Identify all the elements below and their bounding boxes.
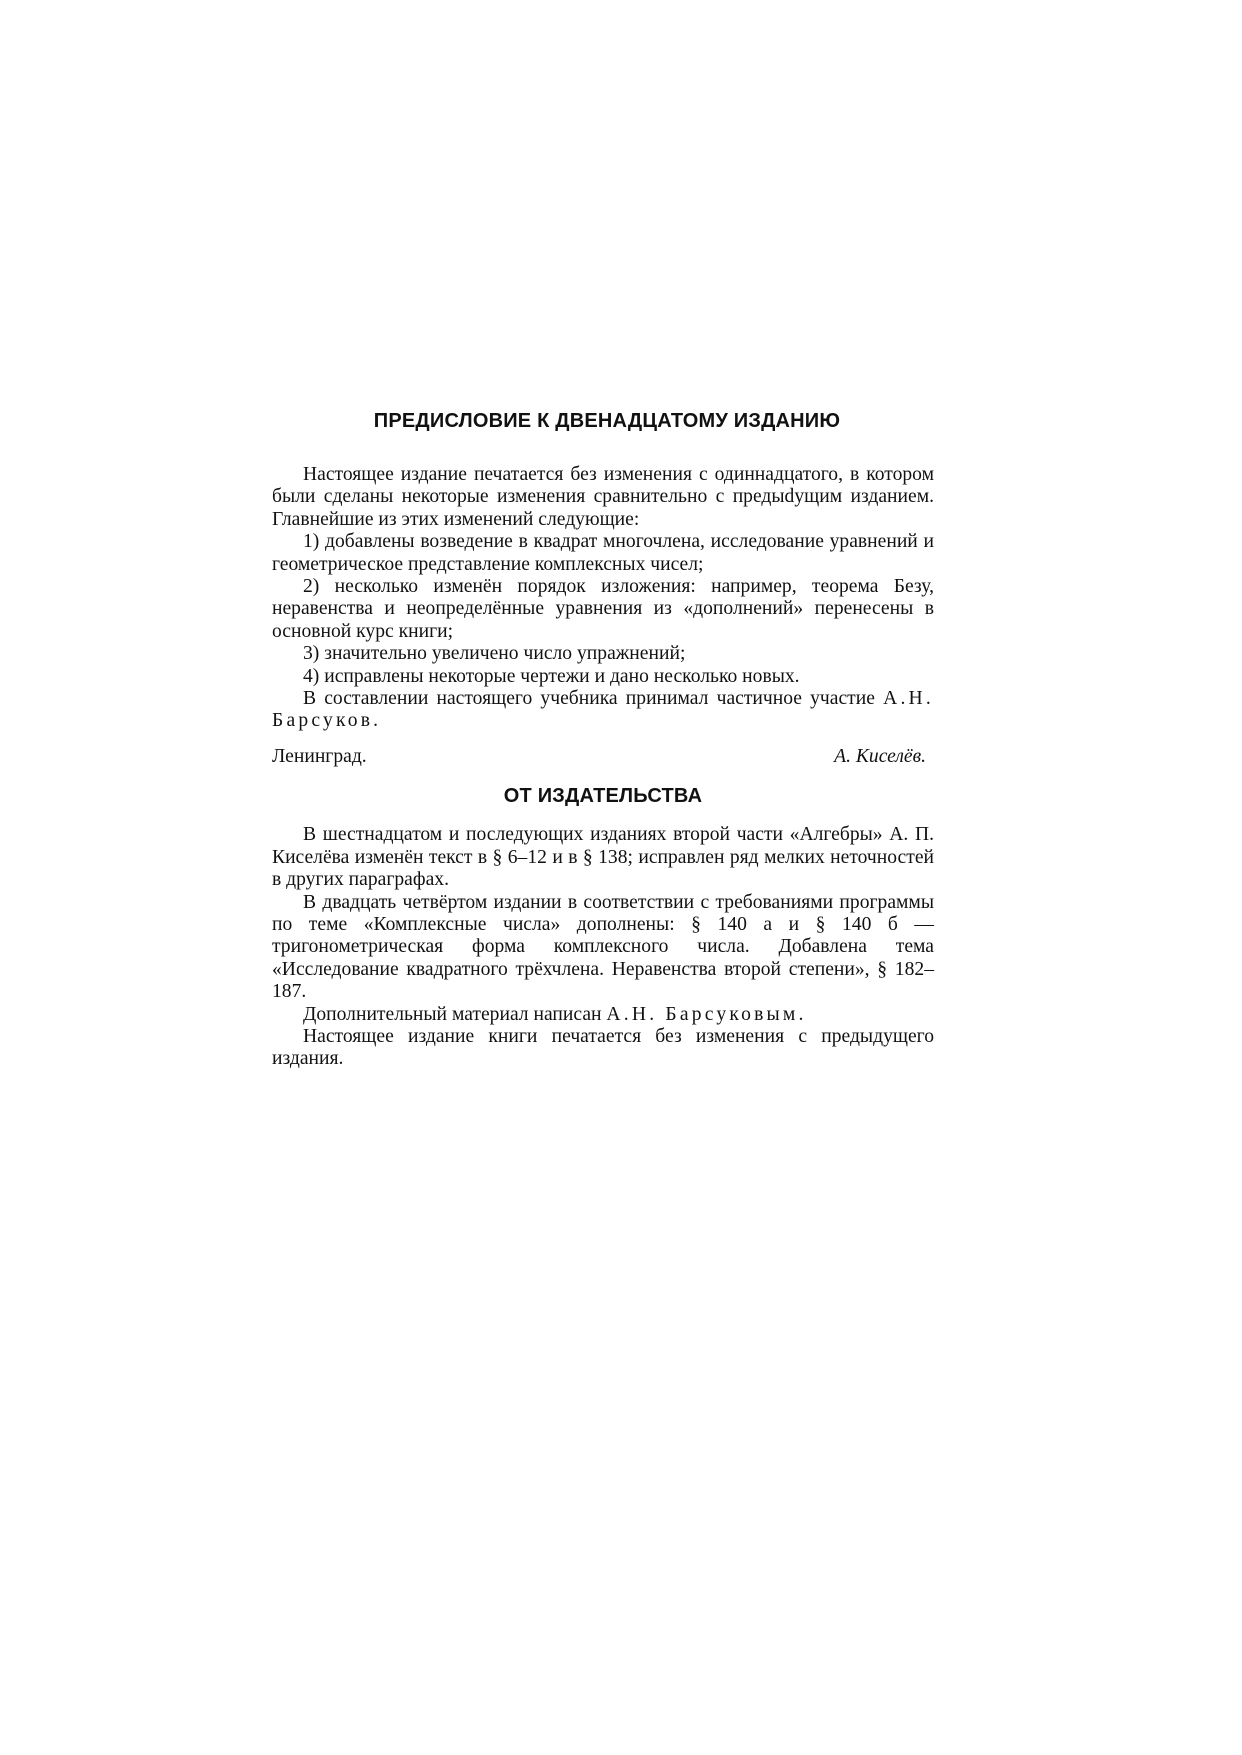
signature-author: А. Киселёв. (834, 745, 926, 767)
preface-paragraph: Настоящее издание печатается без изменения с одиннадцатого, в котором были сделаны некоторые изменения сравнительно с предыdущим изданием. Главнейшие из этих изменений следующие: (272, 464, 934, 530)
participant-name: А.Н. Барсуков. (272, 688, 934, 732)
document-page (272, 398, 934, 1071)
preface-list-item-4: 4) исправлены некоторые чертежи и дано несколько новых. (303, 665, 800, 687)
preface-list-item-2: 2) несколько изменён порядок изложения: например, теорема Безу, неравенства и неопределённые уравнения из «дополнений» перенесены в основной курс книги; (272, 576, 934, 642)
publisher-paragraph-2: В двадцать четвёртом издании в соответствии с требованиями программы по теме «Комплексные числа» дополнены: § 140 а и § 140 б — тригонометрическая форма комплексного числа. Добавлена тема «Исследование квадратного трёхчлена. Неравенства второй степени», § 182–187. (272, 891, 934, 1003)
signature-city: Ленинград. (272, 745, 367, 767)
signature-row (272, 746, 934, 768)
preface-list-item-1: 1) добавлены возведение в квадрат многочлена, исследование уравнений и геометрическое представление комплексных чисел; (272, 531, 934, 575)
publisher-title: ОТ ИЗДАТЕЛЬСТВА (503, 785, 703, 808)
participation-text: В составлении настоящего учебника принимал частичное участие (303, 688, 875, 710)
preface-list-item-3: 3) значительно увеличено число упражнений; (303, 643, 686, 665)
publisher-paragraph-3 (272, 1004, 934, 1026)
publisher-paragraph-1: В шестнадцатом и последующих изданиях второй части «Алгебры» А. П. Киселёва изменён текст в § 6–12 и в § 138; исправлен ряд мелких неточностей в других параграфах. (272, 824, 934, 891)
additional-material-text: Дополнительный материал написан (303, 1003, 602, 1025)
preface-participation (272, 688, 934, 733)
publisher-paragraph-4: Настоящее издание книги печатается без изменения с предыдущего издания. (272, 1025, 934, 1070)
preface-title: ПРЕДИСЛОВИЕ К ДВЕНАДЦАТОМУ ИЗДАНИЮ (373, 410, 841, 432)
additional-material-author: А.Н. Барсуковым. (606, 1003, 807, 1025)
